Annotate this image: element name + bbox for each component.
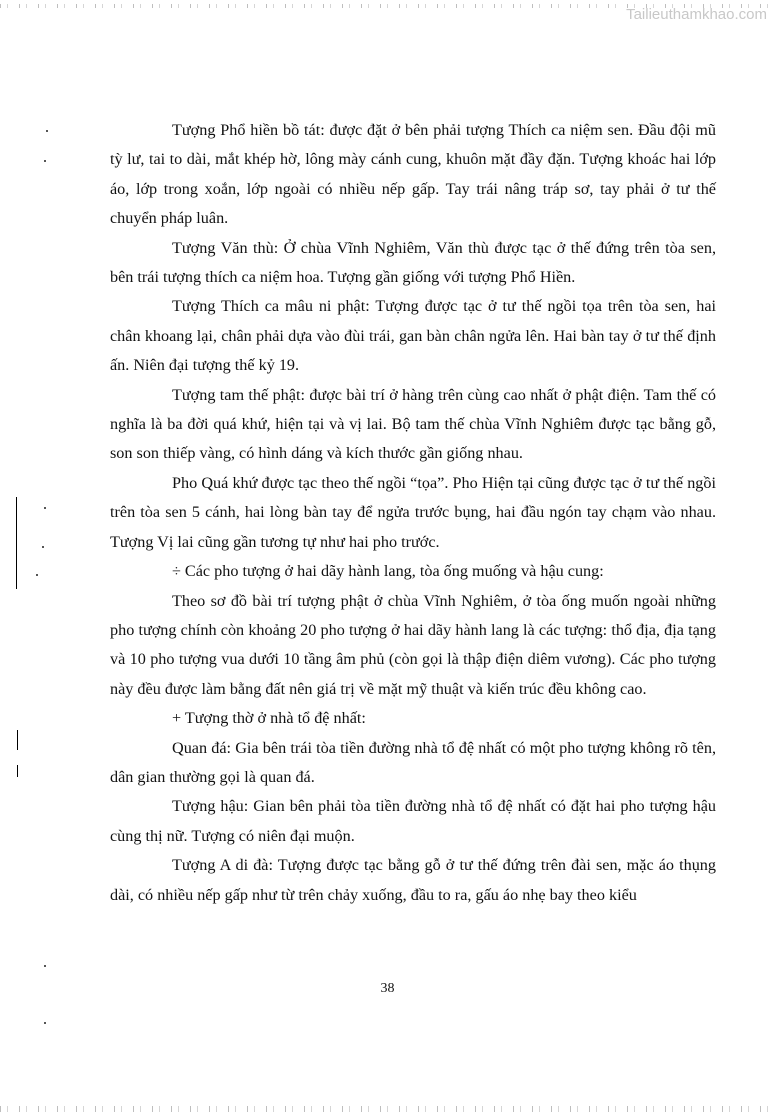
margin-scan-dot	[36, 574, 38, 576]
margin-scan-dot	[44, 507, 46, 509]
scan-artifact-bottom	[0, 1106, 775, 1112]
margin-scan-line	[17, 765, 18, 777]
margin-scan-dot	[44, 965, 46, 967]
watermark: Tailieuthamkhao.com	[626, 6, 767, 23]
paragraph-tuong-hau: Tượng hậu: Gian bên phải tòa tiền đường nhà tổ đệ nhất có đặt hai pho tượng hậu cùng thị nữ. Tượng có niên đại muộn.	[110, 797, 716, 845]
body-text	[110, 116, 716, 910]
margin-scan-dot	[46, 130, 48, 132]
heading-nha-to: + Tượng thờ ở nhà tổ đệ nhất:	[172, 709, 366, 728]
paragraph-pho-hien: Tượng Phổ hiền bồ tát: được đặt ở bên phải tượng Thích ca niệm sen. Đầu đội mũ tỳ lư, tai to dài, mắt khép hờ, lông mày cánh cung, khuôn mặt đầy đặn. Tượng khoác hai lớp áo, lớp trong xoắn, lớp ngoài có nhiều nếp gấp. Tay trái nâng tráp sơ, tay phải ở tư thế chuyển pháp luân.	[110, 121, 716, 228]
margin-scan-line	[17, 730, 18, 750]
heading-hanh-lang: ÷ Các pho tượng ở hai dãy hành lang, tòa ống muống và hậu cung:	[172, 562, 604, 581]
margin-scan-dot	[44, 160, 46, 162]
page-number: 38	[380, 981, 395, 996]
paragraph-thich-ca: Tượng Thích ca mâu ni phật: Tượng được tạc ở tư thế ngồi tọa trên tòa sen, hai chân khoang lại, chân phải dựa vào đùi trái, gan bàn chân ngửa lên. Hai bàn tay ở tư thế định ấn. Niên đại tượng thế kỷ 19.	[110, 297, 716, 375]
paragraph-quan-da: Quan đá: Gia bên trái tòa tiền đường nhà tổ đệ nhất có một pho tượng không rõ tên, dân gian thường gọi là quan đá.	[110, 738, 716, 786]
paragraph-van-thu: Tượng Văn thù: Ở chùa Vĩnh Nghiêm, Văn thù được tạc ở thế đứng trên tòa sen, bên trái tượng thích ca niệm hoa. Tượng gần giống với tượng Phổ Hiền.	[110, 238, 716, 287]
margin-scan-dot	[42, 546, 44, 548]
paragraph-so-do: Theo sơ đồ bài trí tượng phật ở chùa Vĩnh Nghiêm, ở tòa ống muốn ngoài những pho tượng chính còn khoảng 20 pho tượng ở hai dãy hành lang là các tượng: thổ địa, địa tạng và 10 pho tượng vua dưới 10 tầng âm phủ (còn gọi là thập điện diêm vương). Các pho tượng này đều được làm bằng đất nên giá trị về mặt mỹ thuật và kiến trúc đều không cao.	[110, 591, 716, 698]
paragraph-a-di-da: Tượng A di đà: Tượng được tạc bằng gỗ ở tư thế đứng trên đài sen, mặc áo thụng dài, có nhiều nếp gấp như từ trên chảy xuống, đầu to ra, gấu áo nhẹ bay theo kiểu	[110, 856, 716, 904]
paragraph-tam-the: Tượng tam thế phật: được bài trí ở hàng trên cùng cao nhất ở phật điện. Tam thế có nghĩa là ba đời quá khứ, hiện tại và vị lai. Bộ tam thế chùa Vĩnh Nghiêm được tạc bằng gỗ, son son thiếp vàng, có hình dáng và kích thước gần giống nhau.	[110, 385, 716, 463]
margin-scan-line	[16, 497, 17, 589]
margin-scan-dot	[44, 1022, 46, 1024]
paragraph-pho-qua-khu: Pho Quá khứ được tạc theo thế ngồi “tọa”. Pho Hiện tại cũng được tạc ở tư thế ngồi trên tòa sen 5 cánh, hai lòng bàn tay để ngửa trước bụng, hai đầu ngón tay chạm vào nhau. Tượng Vị lai cũng gần tương tự như hai pho trước.	[110, 473, 716, 551]
